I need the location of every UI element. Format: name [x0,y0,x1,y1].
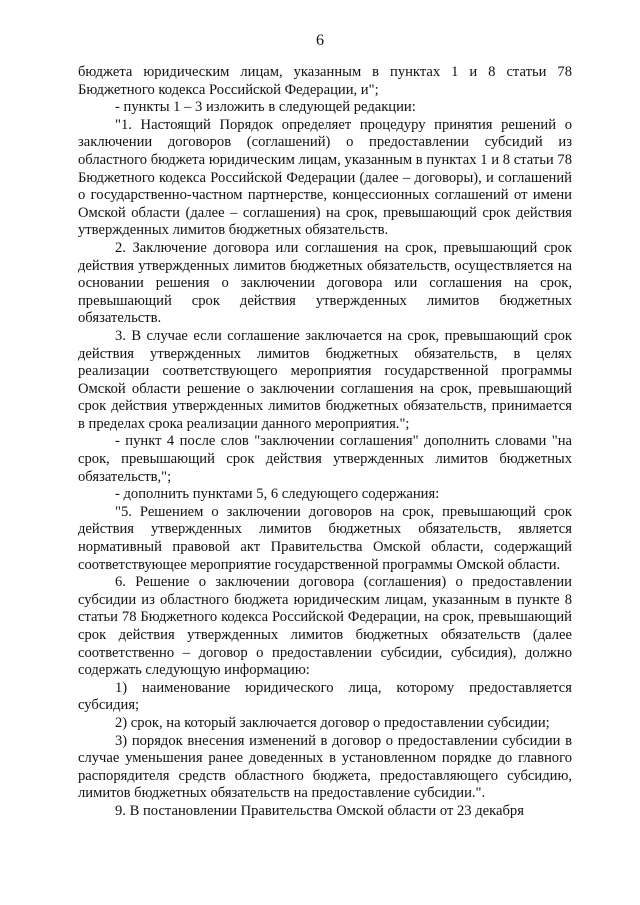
paragraph: 2) срок, на который заключается договор о предоставлении субсидии; [115,714,550,731]
paragraph: 1) наименование юридического лица, которому предоставляется субсидия; [78,679,572,714]
paragraph: 6. Решение о заключении договора (соглашения) о предоставлении субсидии из областного бюджета юридическим лицам, указанным в пункте 8 статьи 78 Бюджетного кодекса Российской Федерации, на срок, превышающий срок действия утвержденных лимитов бюджетных обязательств (далее соответственно – договор о предоставлении субсидии, субсидия), должно содержать следующую информацию: [78,574,572,679]
page-number: 6 [316,32,324,49]
paragraph: - пункт 4 после слов "заключении соглашения" дополнить словами "на срок, превышающий срок действия утвержденных лимитов бюджетных обязательств,"; [78,433,572,485]
paragraph: 3) порядок внесения изменений в договор о предоставлении субсидии в случае уменьшения ранее доведенных в установленном порядке до главного распорядителя средств областного бюджета, предоставляющего субсидию, лимитов бюджетных обязательств на предоставление субсидии.". [78,732,572,802]
paragraph: "5. Решением о заключении договоров на срок, превышающий срок действия утвержденных лимитов бюджетных обязательств, является нормативный правовой акт Правительства Омской области, содержащий соответствующее мероприятие государственной программы Омской области. [78,503,572,573]
paragraph: 2. Заключение договора или соглашения на срок, превышающий срок действия утвержденных лимитов бюджетных обязательств, осуществляется на основании решения о заключении договора или соглашения на срок, превышающий срок действия утвержденных лимитов бюджетных обязательств. [78,239,572,327]
paragraph: - пункты 1 – 3 изложить в следующей редакции: [115,99,416,116]
document-body [78,64,572,821]
paragraph: "1. Настоящий Порядок определяет процедуру принятия решений о заключении договоров (соглашений) о предоставлении субсидий из областного бюджета юридическим лицам, указанным в пунктах 1 и 8 статьи 78 Бюджетного кодекса Российской Федерации (далее – договоры), и соглашений о государственно-частном партнерстве, концессионных соглашений от имени Омской области (далее – соглашения) на срок, превышающий срок действия утвержденных лимитов бюджетных обязательств. [78,116,572,239]
paragraph: 3. В случае если соглашение заключается на срок, превышающий срок действия утвержденных лимитов бюджетных обязательств, в целях реализации соответствующего мероприятия государственной программы Омской области решение о заключении соглашения на срок, превышающий срок действия утвержденных лимитов бюджетных обязательств, принимается в пределах срока реализации данного мероприятия."; [78,327,572,432]
paragraph: 9. В постановлении Правительства Омской области от 23 декабря [115,802,524,819]
paragraph: бюджета юридическим лицам, указанным в пунктах 1 и 8 статьи 78 Бюджетного кодекса Российской Федерации, и"; [78,64,572,98]
paragraph: - дополнить пунктами 5, 6 следующего содержания: [115,486,440,503]
